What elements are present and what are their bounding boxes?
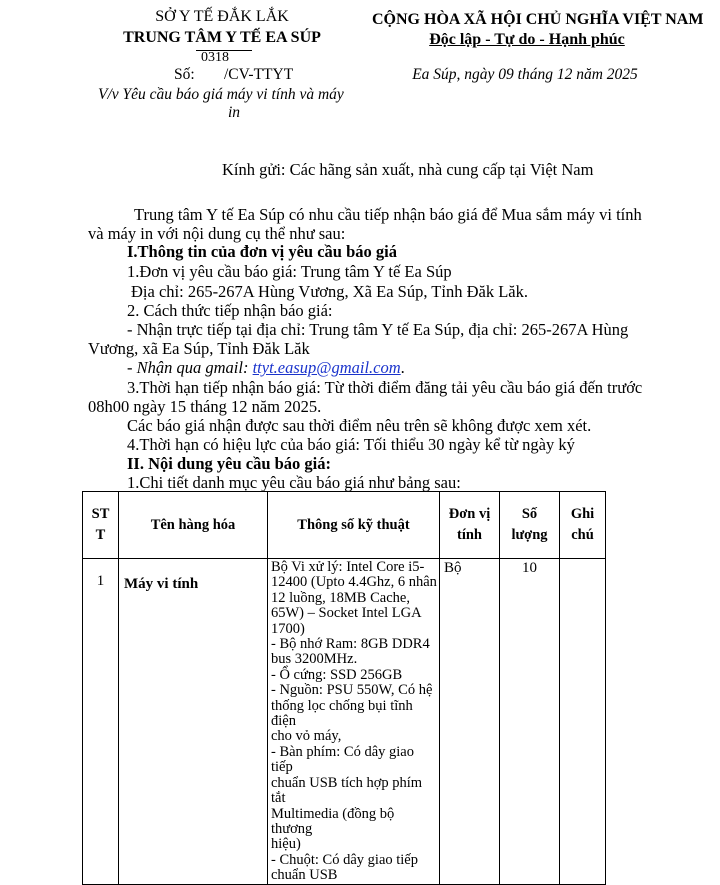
section-1-item-2: 2. Cách thức tiếp nhận báo giá: [127,301,333,320]
header-note-line-2: chú [571,527,594,543]
ministry-name: SỞ Y TẾ ĐẮK LẮK [155,8,289,25]
row-qty: 10 [500,559,560,885]
spec-line: bus 3200MHz. [271,651,358,668]
motto-text: Độc lập - Tự do - Hạnh phúc [429,31,625,48]
spec-line: Bộ Vi xử lý: Intel Core i5- [271,559,425,575]
header-qty-line-1: Số [521,506,538,522]
items-table [82,491,606,885]
row-stt: 1 [83,559,119,885]
subject-line-2: in [228,104,241,121]
spec-line: thống lọc chống bụi tĩnh điện [271,697,413,730]
header-stt-line-1: ST [91,506,110,522]
spec-line: Multimedia (đồng bộ thương [271,805,395,837]
spec-line: 12400 (Upto 4.4Ghz, 6 nhân [271,574,437,591]
spec-line: - Bộ nhớ Ram: 8GB DDR4 [271,636,430,653]
intro-line-1: Trung tâm Y tế Ea Súp có nhu cầu tiếp nhận báo giá để Mua sắm máy vi tính [134,205,642,224]
spec-line: chuẩn USB tích hợp phím tắt [271,774,423,807]
spec-line: - Nguồn: PSU 550W, Có hệ [271,682,433,699]
spec-line: hiệu) [271,836,301,853]
row-unit: Bộ [440,559,500,885]
header-note-line-1: Ghi [570,506,595,522]
header-stt-line-2: T [95,527,106,543]
section-1-heading: I.Thông tin của đơn vị yêu cầu báo giá [127,242,397,261]
row-spec [268,559,440,885]
document-number-suffix: /CV-TTYT [224,66,294,83]
spec-line: - Bàn phím: Có dây giao tiếp [271,743,414,776]
email-line [127,358,405,378]
direct-receipt-line-1: - Nhận trực tiếp tại địa chỉ: Trung tâm Y tế Ea Súp, địa chỉ: 265-267A Hùng [127,320,629,339]
section-1-address: Địa chỉ: 265-267A Hùng Vương, Xã Ea Súp, Tỉnh Đăk Lăk. [131,282,528,301]
national-motto [372,31,682,49]
row-note [560,559,606,885]
header-unit-line-1: Đơn vị [448,506,491,522]
spec-line: 65W) – Socket Intel LGA [271,605,422,622]
email-label: - Nhận qua gmail: [127,358,253,377]
national-title: CỘNG HÒA XÃ HỘI CHỦ NGHĨA VIỆT NAM [372,11,704,28]
spec-line: 1700) [271,620,305,637]
document-number-label: Số: [174,66,195,83]
header-qty [500,492,560,559]
header-unit-line-2: tính [457,527,482,543]
spec-line: - Ổ cứng: SSD 256GB [271,666,403,683]
recipient: Kính gửi: Các hãng sản xuất, nhà cung cấp tại Việt Nam [222,160,594,179]
table-header-row [83,492,606,559]
section-2-heading: II. Nội dung yêu cầu báo giá: [127,454,332,473]
document-code: 0318 [201,50,229,65]
table-row [83,559,606,885]
header-unit [440,492,500,559]
spec-line: cho vỏ máy, [271,728,342,745]
row-name: Máy vi tính [119,559,268,885]
email-link[interactable]: ttyt.easup@gmail.com [252,358,401,377]
header-spec: Thông số kỹ thuật [268,492,440,559]
header-note [560,492,606,559]
spec-line: chuẩn USB [271,867,338,884]
place-date: Ea Súp, ngày 09 tháng 12 năm 2025 [412,66,638,83]
intro-line-2: và máy in với nội dung cụ thể như sau: [88,224,346,243]
spec-line: - Chuột: Có dây giao tiếp [271,851,418,868]
section-1-item-1: 1.Đơn vị yêu cầu báo giá: Trung tâm Y tế Ea Súp [127,262,452,281]
header-qty-line-2: lượng [511,527,548,543]
subject-line-1: V/v Yêu cầu báo giá máy vi tính và máy [98,86,344,103]
section-1-item-4: 4.Thời hạn có hiệu lực của báo giá: Tối thiểu 30 ngày kể từ ngày ký [127,435,575,454]
section-1-item-3-line-2: 08h00 ngày 15 tháng 12 năm 2025. [88,397,322,416]
center-name: TRUNG TÂM Y TẾ EA SÚP [123,29,321,46]
section-1-item-3-line-1: 3.Thời hạn tiếp nhận báo giá: Từ thời điểm đăng tải yêu cầu báo giá đến trước [127,378,643,397]
section-2-item-1: 1.Chi tiết danh mục yêu cầu báo giá như bảng sau: [127,473,461,492]
late-note: Các báo giá nhận được sau thời điểm nêu trên sẽ không được xem xét. [127,416,592,435]
spec-line: 12 luồng, 18MB Cache, [271,589,410,606]
header-stt [83,492,119,559]
direct-receipt-line-2: Vương, xã Ea Súp, Tỉnh Đăk Lăk [88,339,310,358]
email-end: . [400,358,405,377]
header-name: Tên hàng hóa [119,492,268,559]
